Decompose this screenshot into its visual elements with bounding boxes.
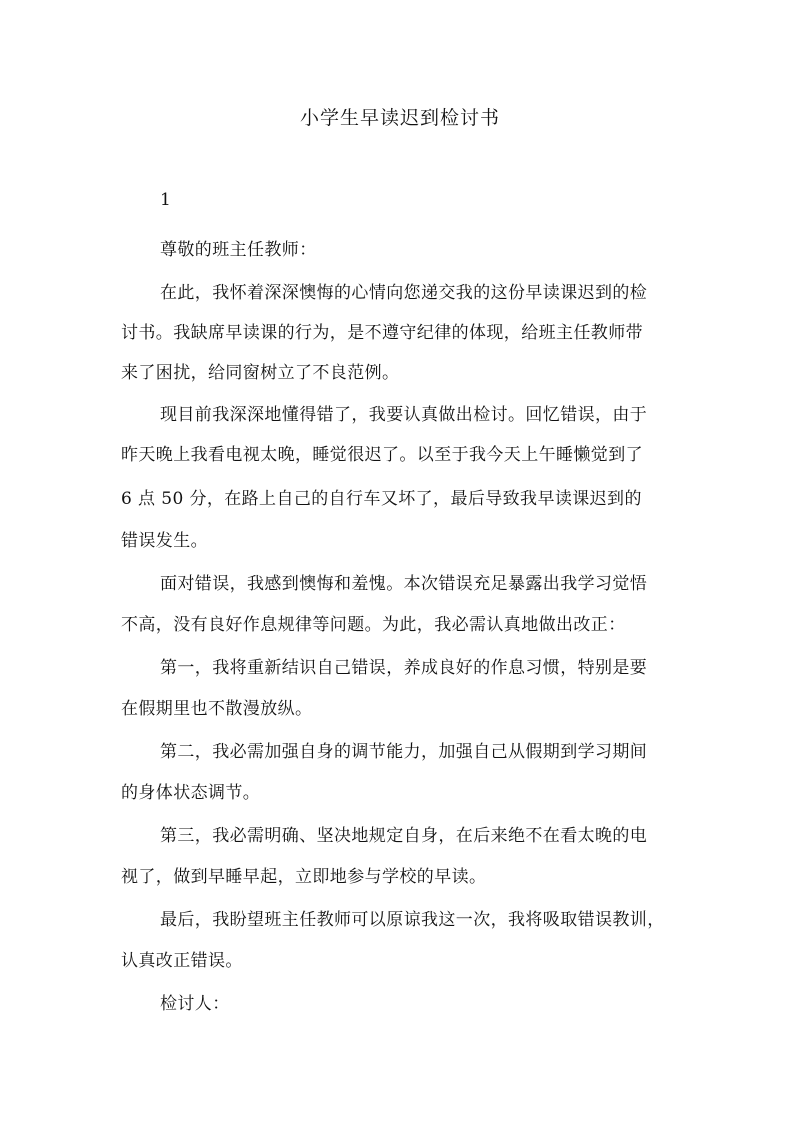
paragraph-line: 视了，做到早睡早起，立即地参与学校的早读。: [121, 867, 487, 887]
paragraph-line: 面对错误，我感到懊悔和羞愧。本次错误充足暴露出我学习觉悟: [160, 574, 648, 594]
salutation: 尊敬的班主任教师：: [160, 240, 317, 260]
paragraph-line: 在此，我怀着深深懊悔的心情向您递交我的这份早读课迟到的检: [160, 283, 648, 303]
paragraph-line: 第二，我必需加强自身的调节能力，加强自己从假期到学习期间: [160, 742, 648, 762]
paragraph-line: 在假期里也不散漫放纵。: [121, 699, 313, 719]
paragraph-line: 错误发生。: [121, 531, 208, 551]
signature-label: 检讨人：: [160, 994, 230, 1014]
paragraph-line: 昨天晚上我看电视太晚，睡觉很迟了。以至于我今天上午睡懒觉到了: [121, 445, 643, 465]
paragraph-line: 认真改正错误。: [121, 951, 243, 971]
paragraph-line: 第三，我必需明确、坚决地规定自身，在后来绝不在看太晚的电: [160, 826, 648, 846]
paragraph-line: 的身体状态调节。: [121, 783, 261, 803]
document-title: 小学生早读迟到检讨书: [299, 107, 500, 129]
paragraph-line: 第一，我将重新结识自己错误，养成良好的作息习惯，特别是要: [160, 658, 648, 678]
paragraph-line: 现目前我深深地懂得错了，我要认真做出检讨。回忆错误，由于: [160, 405, 648, 425]
paragraph-line: 讨书。我缺席早读课的行为，是不遵守纪律的体现，给班主任教师带: [121, 323, 643, 343]
paragraph-line: 6 点 50 分，在路上自己的自行车又坏了，最后导致我早读课迟到的: [121, 489, 642, 509]
paragraph-line: 最后，我盼望班主任教师可以原谅我这一次，我将吸取错误教训，: [160, 910, 665, 930]
paragraph-line: 来了困扰，给同窗树立了不良范例。: [121, 363, 400, 383]
section-number: 1: [160, 190, 172, 210]
paragraph-line: 不高，没有良好作息规律等问题。为此，我必需认真地做出改正：: [121, 615, 626, 635]
